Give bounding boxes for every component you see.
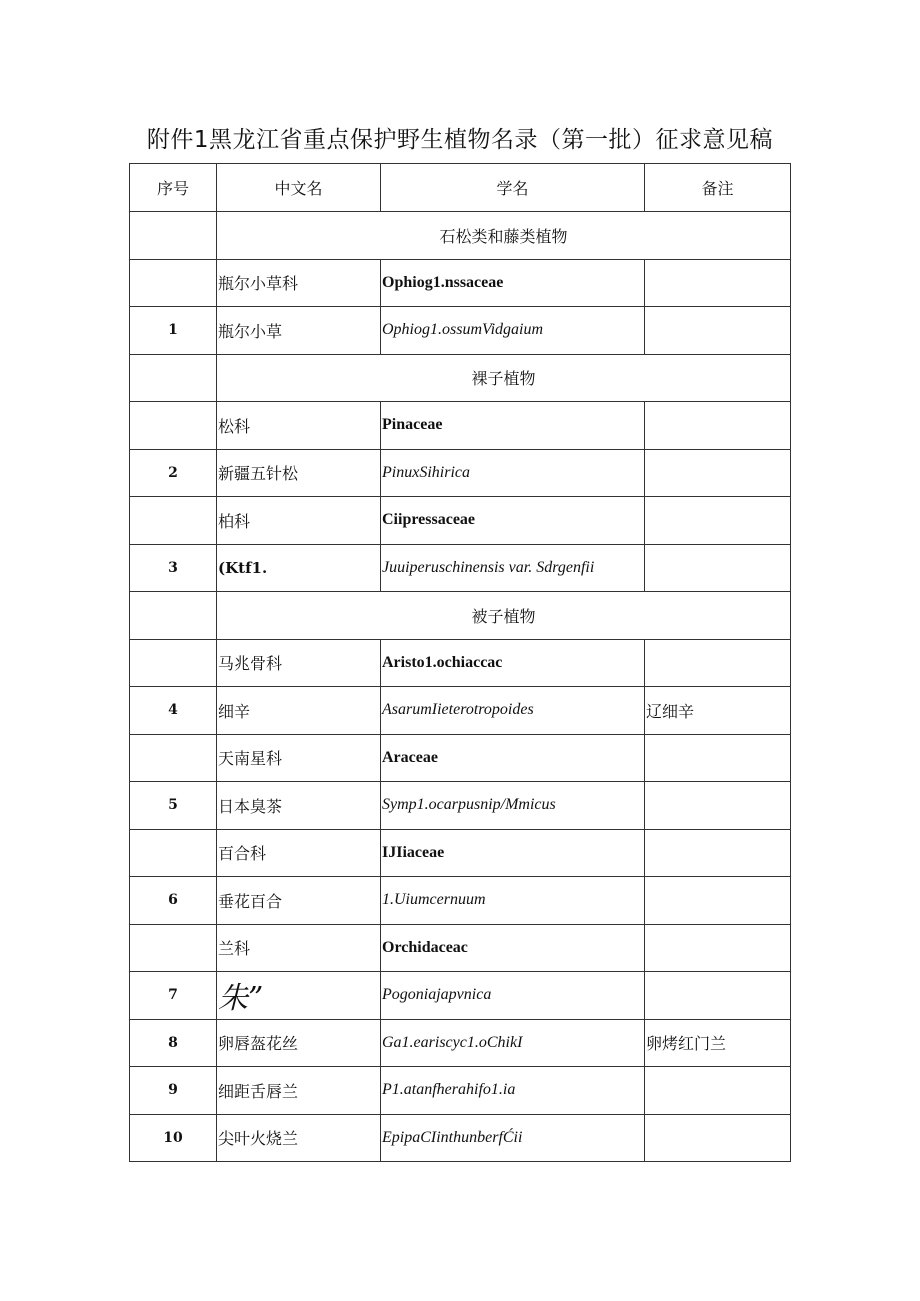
table-cell-scientific-name: P1.atanfherahifo1.ia [381, 1067, 645, 1115]
table-cell-chinese-name: 兰科 [217, 924, 381, 972]
table-row-species [130, 877, 791, 925]
table-cell-chinese-name: 日本臭茶 [217, 782, 381, 830]
document-title: 附件1黑龙江省重点保护野生植物名录（第一批）征求意见稿 [146, 127, 774, 153]
table-cell-scientific-name: Ophiog1.ossumVidgaium [381, 307, 645, 355]
table-cell-note [645, 877, 791, 925]
table-cell-chinese-name: 新疆五针松 [217, 449, 381, 497]
table-row-species [130, 782, 791, 830]
table-cell-chinese-name: 柏科 [217, 497, 381, 545]
table-cell-seq: 8 [130, 1019, 217, 1067]
section-row [130, 212, 791, 260]
table-cell-scientific-name: Pogoniajapvnica [381, 972, 645, 1020]
table-cell-note [645, 449, 791, 497]
table-cell-seq: 5 [130, 782, 217, 830]
table-cell-scientific-name: Ga1.eariscyc1.oChikI [381, 1019, 645, 1067]
table-cell-scientific-name: Symp1.ocarpusnip/Mmicus [381, 782, 645, 830]
table-row-species [130, 1114, 791, 1162]
table-cell-seq [130, 354, 217, 402]
table-cell-seq [130, 924, 217, 972]
table-cell-seq: 7 [130, 972, 217, 1020]
table-cell-chinese-name: 朱” [217, 972, 381, 1020]
section-label: 裸子植物 [217, 354, 791, 402]
table-cell-note [645, 1067, 791, 1115]
table-row-family [130, 829, 791, 877]
table-row-family [130, 497, 791, 545]
table-cell-scientific-name: Ciipressaceae [381, 497, 645, 545]
table-cell-note [645, 972, 791, 1020]
table-header-row [130, 164, 791, 212]
table-row-species [130, 1019, 791, 1067]
table-cell-scientific-name: Orchidaceac [381, 924, 645, 972]
table-cell-scientific-name: 1.Uiumcernuum [381, 877, 645, 925]
table-cell-note: 卵烤红门兰 [645, 1019, 791, 1067]
section-row [130, 592, 791, 640]
table-cell-chinese-name: 垂花百合 [217, 877, 381, 925]
table-row-species [130, 307, 791, 355]
table-cell-seq: 9 [130, 1067, 217, 1115]
header-scientific-name: 学名 [381, 164, 645, 212]
table-cell-chinese-name: 细辛 [217, 687, 381, 735]
table-cell-seq [130, 639, 217, 687]
table-row-family [130, 639, 791, 687]
table-cell-seq [130, 734, 217, 782]
table-cell-chinese-name: 尖叶火烧兰 [217, 1114, 381, 1162]
table-cell-note: 辽细辛 [645, 687, 791, 735]
table-cell-seq [130, 592, 217, 640]
table-row-species [130, 687, 791, 735]
table-row-species [130, 1067, 791, 1115]
table-row-species [130, 449, 791, 497]
table-cell-scientific-name: Araceae [381, 734, 645, 782]
table-cell-seq [130, 259, 217, 307]
table-cell-chinese-name: (Ktf1. [217, 544, 381, 592]
table-row-species [130, 972, 791, 1020]
table-row-species [130, 544, 791, 592]
table-cell-note [645, 782, 791, 830]
table-cell-chinese-name: 瓶尔小草 [217, 307, 381, 355]
table-cell-note [645, 497, 791, 545]
header-note: 备注 [645, 164, 791, 212]
table-cell-seq: 2 [130, 449, 217, 497]
table-cell-note [645, 544, 791, 592]
section-label: 被子植物 [217, 592, 791, 640]
table-cell-chinese-name: 马兆骨科 [217, 639, 381, 687]
table-cell-seq [130, 212, 217, 260]
table-cell-chinese-name: 瓶尔小草科 [217, 259, 381, 307]
table-cell-note [645, 307, 791, 355]
table-cell-seq: 4 [130, 687, 217, 735]
table-cell-note [645, 639, 791, 687]
table-cell-seq [130, 402, 217, 450]
table-cell-chinese-name: 百合科 [217, 829, 381, 877]
table-cell-note [645, 924, 791, 972]
table-cell-seq [130, 497, 217, 545]
table-cell-note [645, 829, 791, 877]
table-cell-chinese-name: 卵唇盔花丝 [217, 1019, 381, 1067]
table-row-family [130, 259, 791, 307]
header-chinese-name: 中文名 [217, 164, 381, 212]
table-cell-seq: 6 [130, 877, 217, 925]
section-row [130, 354, 791, 402]
table-cell-scientific-name: EpipaCIinthunberfĆii [381, 1114, 645, 1162]
table-cell-note [645, 259, 791, 307]
table-cell-scientific-name: Pinaceae [381, 402, 645, 450]
table-cell-seq [130, 829, 217, 877]
table-cell-chinese-name: 天南星科 [217, 734, 381, 782]
table-cell-scientific-name: PinuxSihirica [381, 449, 645, 497]
table-cell-scientific-name: Aristo1.ochiaccac [381, 639, 645, 687]
table-cell-chinese-name: 细距舌唇兰 [217, 1067, 381, 1115]
table-row-family [130, 734, 791, 782]
plant-list-table [129, 163, 791, 1162]
table-cell-note [645, 402, 791, 450]
table-row-family [130, 924, 791, 972]
table-cell-chinese-name: 松科 [217, 402, 381, 450]
table-cell-seq: 3 [130, 544, 217, 592]
table-cell-scientific-name: Juuiperuschinensis var. Sdrgenfii [381, 544, 645, 592]
table-cell-scientific-name: AsarumIieterotropoides [381, 687, 645, 735]
table-row-family [130, 402, 791, 450]
header-seq: 序号 [130, 164, 217, 212]
table-cell-seq: 1 [130, 307, 217, 355]
table-cell-scientific-name: Ophiog1.nssaceae [381, 259, 645, 307]
section-label: 石松类和藤类植物 [217, 212, 791, 260]
table-cell-seq: 10 [130, 1114, 217, 1162]
table-cell-note [645, 1114, 791, 1162]
table-cell-note [645, 734, 791, 782]
table-cell-scientific-name: IJIiaceae [381, 829, 645, 877]
